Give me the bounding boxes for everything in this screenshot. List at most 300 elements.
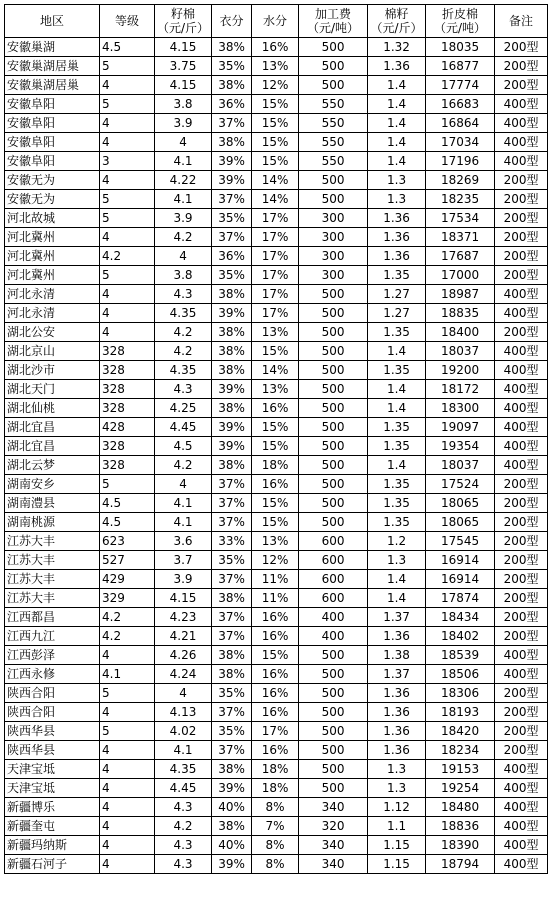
cell-lint-cotton-price: 17524 xyxy=(426,475,495,494)
cell-lint-percentage: 35% xyxy=(212,551,252,570)
cell-processing-fee: 500 xyxy=(299,285,368,304)
table-row xyxy=(5,266,548,285)
cell-remark: 200型 xyxy=(495,494,548,513)
cell-seed-cotton-price: 4.3 xyxy=(155,798,212,817)
cell-moisture: 12% xyxy=(252,76,299,95)
cell-grade: 4.5 xyxy=(100,513,155,532)
cell-region: 江苏大丰 xyxy=(5,532,100,551)
cell-lint-cotton-price: 18539 xyxy=(426,646,495,665)
cell-remark: 200型 xyxy=(495,608,548,627)
cell-lint-percentage: 35% xyxy=(212,266,252,285)
cell-seed-cotton-price: 4.23 xyxy=(155,608,212,627)
cell-processing-fee: 500 xyxy=(299,494,368,513)
cell-cottonseed-price: 1.3 xyxy=(368,171,426,190)
table-row xyxy=(5,437,548,456)
cell-region: 江西九江 xyxy=(5,627,100,646)
cell-grade: 4 xyxy=(100,304,155,323)
cell-processing-fee: 300 xyxy=(299,247,368,266)
cell-lint-percentage: 39% xyxy=(212,855,252,874)
cell-remark: 200型 xyxy=(495,247,548,266)
cell-lint-cotton-price: 16683 xyxy=(426,95,495,114)
cell-moisture: 14% xyxy=(252,361,299,380)
cell-lint-cotton-price: 19153 xyxy=(426,760,495,779)
cell-lint-cotton-price: 18269 xyxy=(426,171,495,190)
cell-grade: 4.2 xyxy=(100,608,155,627)
cell-cottonseed-price: 1.35 xyxy=(368,494,426,513)
table-body xyxy=(5,38,548,874)
cell-processing-fee: 500 xyxy=(299,76,368,95)
cell-region: 江苏大丰 xyxy=(5,551,100,570)
cell-lint-percentage: 38% xyxy=(212,760,252,779)
cell-processing-fee: 500 xyxy=(299,57,368,76)
cell-moisture: 17% xyxy=(252,228,299,247)
cell-remark: 200型 xyxy=(495,532,548,551)
header-lint-percentage: 衣分 xyxy=(212,5,252,38)
cell-remark: 400型 xyxy=(495,380,548,399)
cell-remark: 400型 xyxy=(495,418,548,437)
cell-moisture: 15% xyxy=(252,152,299,171)
cell-moisture: 18% xyxy=(252,779,299,798)
cell-lint-percentage: 35% xyxy=(212,722,252,741)
cell-grade: 4 xyxy=(100,760,155,779)
cell-moisture: 17% xyxy=(252,722,299,741)
table-row xyxy=(5,779,548,798)
cell-lint-percentage: 37% xyxy=(212,228,252,247)
cell-moisture: 16% xyxy=(252,608,299,627)
cell-region: 安徽巢湖 xyxy=(5,38,100,57)
cell-region: 江西永修 xyxy=(5,665,100,684)
cell-remark: 400型 xyxy=(495,95,548,114)
cell-region: 河北冀州 xyxy=(5,228,100,247)
cell-cottonseed-price: 1.4 xyxy=(368,380,426,399)
cell-region: 安徽阜阳 xyxy=(5,152,100,171)
cell-lint-cotton-price: 16914 xyxy=(426,570,495,589)
cell-lint-cotton-price: 19200 xyxy=(426,361,495,380)
table-row xyxy=(5,589,548,608)
cell-processing-fee: 500 xyxy=(299,399,368,418)
cell-seed-cotton-price: 3.8 xyxy=(155,95,212,114)
cell-processing-fee: 500 xyxy=(299,741,368,760)
cell-seed-cotton-price: 4.2 xyxy=(155,323,212,342)
cell-cottonseed-price: 1.36 xyxy=(368,741,426,760)
cell-lint-cotton-price: 18037 xyxy=(426,342,495,361)
cell-moisture: 8% xyxy=(252,836,299,855)
table-row xyxy=(5,684,548,703)
cell-lint-cotton-price: 16864 xyxy=(426,114,495,133)
cell-remark: 200型 xyxy=(495,228,548,247)
cell-lint-percentage: 37% xyxy=(212,475,252,494)
cell-seed-cotton-price: 4.45 xyxy=(155,779,212,798)
cell-lint-percentage: 37% xyxy=(212,114,252,133)
cell-region: 安徽巢湖居巢 xyxy=(5,57,100,76)
cell-remark: 400型 xyxy=(495,114,548,133)
cell-processing-fee: 600 xyxy=(299,551,368,570)
cell-region: 江苏大丰 xyxy=(5,589,100,608)
cell-grade: 328 xyxy=(100,456,155,475)
cell-cottonseed-price: 1.36 xyxy=(368,703,426,722)
cell-seed-cotton-price: 4 xyxy=(155,133,212,152)
cell-grade: 4 xyxy=(100,323,155,342)
cell-cottonseed-price: 1.37 xyxy=(368,665,426,684)
cell-remark: 200型 xyxy=(495,570,548,589)
cell-remark: 200型 xyxy=(495,551,548,570)
cell-region: 天津宝坻 xyxy=(5,760,100,779)
cell-lint-percentage: 38% xyxy=(212,133,252,152)
cell-grade: 4 xyxy=(100,817,155,836)
cell-lint-cotton-price: 18420 xyxy=(426,722,495,741)
cell-processing-fee: 500 xyxy=(299,513,368,532)
cell-region: 河北故城 xyxy=(5,209,100,228)
cell-moisture: 11% xyxy=(252,589,299,608)
cell-region: 新疆石河子 xyxy=(5,855,100,874)
cell-cottonseed-price: 1.36 xyxy=(368,57,426,76)
cell-seed-cotton-price: 3.75 xyxy=(155,57,212,76)
cell-seed-cotton-price: 4 xyxy=(155,684,212,703)
cell-region: 安徽阜阳 xyxy=(5,114,100,133)
cell-processing-fee: 340 xyxy=(299,855,368,874)
cell-seed-cotton-price: 4.2 xyxy=(155,817,212,836)
cell-lint-cotton-price: 18400 xyxy=(426,323,495,342)
cell-processing-fee: 500 xyxy=(299,646,368,665)
cell-seed-cotton-price: 3.8 xyxy=(155,266,212,285)
cell-seed-cotton-price: 4.35 xyxy=(155,304,212,323)
cell-lint-percentage: 40% xyxy=(212,798,252,817)
cell-processing-fee: 500 xyxy=(299,323,368,342)
cell-moisture: 16% xyxy=(252,703,299,722)
cell-cottonseed-price: 1.35 xyxy=(368,266,426,285)
cell-lint-percentage: 38% xyxy=(212,38,252,57)
header-region: 地区 xyxy=(5,5,100,38)
cell-cottonseed-price: 1.3 xyxy=(368,760,426,779)
cell-lint-cotton-price: 18480 xyxy=(426,798,495,817)
cell-seed-cotton-price: 4.26 xyxy=(155,646,212,665)
cell-grade: 329 xyxy=(100,589,155,608)
cell-cottonseed-price: 1.15 xyxy=(368,855,426,874)
cell-seed-cotton-price: 4.3 xyxy=(155,855,212,874)
cell-lint-percentage: 38% xyxy=(212,456,252,475)
cell-remark: 200型 xyxy=(495,323,548,342)
table-row xyxy=(5,760,548,779)
cell-seed-cotton-price: 4.1 xyxy=(155,190,212,209)
cell-cottonseed-price: 1.35 xyxy=(368,475,426,494)
cell-remark: 200型 xyxy=(495,76,548,95)
cell-grade: 527 xyxy=(100,551,155,570)
cell-lint-cotton-price: 18835 xyxy=(426,304,495,323)
cell-lint-cotton-price: 16914 xyxy=(426,551,495,570)
cell-cottonseed-price: 1.4 xyxy=(368,95,426,114)
cell-region: 湖南桃源 xyxy=(5,513,100,532)
cell-grade: 5 xyxy=(100,209,155,228)
cell-lint-percentage: 35% xyxy=(212,684,252,703)
cell-remark: 200型 xyxy=(495,475,548,494)
cell-remark: 400型 xyxy=(495,437,548,456)
cell-region: 河北冀州 xyxy=(5,247,100,266)
cell-processing-fee: 320 xyxy=(299,817,368,836)
cell-grade: 5 xyxy=(100,684,155,703)
cell-seed-cotton-price: 4.25 xyxy=(155,399,212,418)
cell-remark: 200型 xyxy=(495,589,548,608)
cell-lint-percentage: 38% xyxy=(212,589,252,608)
cell-processing-fee: 500 xyxy=(299,38,368,57)
cell-grade: 328 xyxy=(100,437,155,456)
cell-seed-cotton-price: 4.1 xyxy=(155,741,212,760)
table-row xyxy=(5,95,548,114)
cell-lint-percentage: 33% xyxy=(212,532,252,551)
cell-moisture: 16% xyxy=(252,38,299,57)
cell-remark: 400型 xyxy=(495,285,548,304)
table-row xyxy=(5,741,548,760)
cell-remark: 200型 xyxy=(495,513,548,532)
cell-region: 新疆博乐 xyxy=(5,798,100,817)
cell-moisture: 16% xyxy=(252,627,299,646)
cell-lint-cotton-price: 18371 xyxy=(426,228,495,247)
cell-cottonseed-price: 1.4 xyxy=(368,133,426,152)
cell-cottonseed-price: 1.32 xyxy=(368,38,426,57)
cell-lint-cotton-price: 17196 xyxy=(426,152,495,171)
cell-remark: 200型 xyxy=(495,266,548,285)
cell-moisture: 18% xyxy=(252,456,299,475)
table-row xyxy=(5,570,548,589)
cell-processing-fee: 500 xyxy=(299,779,368,798)
cell-lint-cotton-price: 17545 xyxy=(426,532,495,551)
table-row xyxy=(5,627,548,646)
cell-lint-cotton-price: 18506 xyxy=(426,665,495,684)
table-row xyxy=(5,57,548,76)
cell-lint-percentage: 39% xyxy=(212,418,252,437)
cell-region: 陕西华县 xyxy=(5,722,100,741)
cell-processing-fee: 500 xyxy=(299,342,368,361)
cell-grade: 4 xyxy=(100,171,155,190)
cell-region: 湖北公安 xyxy=(5,323,100,342)
cell-moisture: 13% xyxy=(252,323,299,342)
cell-processing-fee: 400 xyxy=(299,627,368,646)
cell-lint-cotton-price: 17874 xyxy=(426,589,495,608)
cell-cottonseed-price: 1.38 xyxy=(368,646,426,665)
cell-lint-cotton-price: 18235 xyxy=(426,190,495,209)
cell-remark: 400型 xyxy=(495,760,548,779)
cell-moisture: 12% xyxy=(252,551,299,570)
table-row xyxy=(5,361,548,380)
cell-grade: 328 xyxy=(100,342,155,361)
table-row xyxy=(5,342,548,361)
cell-cottonseed-price: 1.36 xyxy=(368,684,426,703)
cell-remark: 200型 xyxy=(495,209,548,228)
cell-moisture: 14% xyxy=(252,190,299,209)
table-row xyxy=(5,152,548,171)
cell-lint-cotton-price: 19097 xyxy=(426,418,495,437)
cell-lint-cotton-price: 18037 xyxy=(426,456,495,475)
cell-seed-cotton-price: 4.5 xyxy=(155,437,212,456)
cell-region: 安徽巢湖居巢 xyxy=(5,76,100,95)
cell-moisture: 16% xyxy=(252,665,299,684)
cell-processing-fee: 500 xyxy=(299,380,368,399)
cell-remark: 200型 xyxy=(495,38,548,57)
cell-seed-cotton-price: 4.13 xyxy=(155,703,212,722)
table-row xyxy=(5,247,548,266)
cell-region: 安徽阜阳 xyxy=(5,95,100,114)
cell-region: 安徽无为 xyxy=(5,190,100,209)
cell-lint-percentage: 37% xyxy=(212,703,252,722)
cell-moisture: 15% xyxy=(252,114,299,133)
cell-grade: 5 xyxy=(100,95,155,114)
cell-remark: 200型 xyxy=(495,57,548,76)
cell-seed-cotton-price: 4.2 xyxy=(155,342,212,361)
table-row xyxy=(5,817,548,836)
table-row xyxy=(5,323,548,342)
cell-cottonseed-price: 1.4 xyxy=(368,152,426,171)
cell-seed-cotton-price: 4.15 xyxy=(155,76,212,95)
cell-moisture: 13% xyxy=(252,532,299,551)
cell-moisture: 14% xyxy=(252,171,299,190)
cell-moisture: 15% xyxy=(252,342,299,361)
header-seed-cotton-price: 籽棉 （元/斤） xyxy=(155,5,212,38)
cell-lint-cotton-price: 18234 xyxy=(426,741,495,760)
cell-seed-cotton-price: 3.9 xyxy=(155,209,212,228)
cell-lint-percentage: 39% xyxy=(212,152,252,171)
cell-processing-fee: 600 xyxy=(299,589,368,608)
cell-cottonseed-price: 1.36 xyxy=(368,247,426,266)
cell-lint-cotton-price: 17034 xyxy=(426,133,495,152)
cell-remark: 400型 xyxy=(495,361,548,380)
cell-cottonseed-price: 1.27 xyxy=(368,304,426,323)
cell-remark: 400型 xyxy=(495,646,548,665)
cell-lint-cotton-price: 19354 xyxy=(426,437,495,456)
cell-cottonseed-price: 1.35 xyxy=(368,437,426,456)
cell-seed-cotton-price: 4 xyxy=(155,475,212,494)
cell-lint-percentage: 39% xyxy=(212,304,252,323)
cell-cottonseed-price: 1.4 xyxy=(368,456,426,475)
table-row xyxy=(5,418,548,437)
cell-processing-fee: 550 xyxy=(299,95,368,114)
cell-moisture: 16% xyxy=(252,475,299,494)
cell-region: 湖北宜昌 xyxy=(5,418,100,437)
cell-region: 江苏大丰 xyxy=(5,570,100,589)
cell-processing-fee: 550 xyxy=(299,133,368,152)
cell-seed-cotton-price: 3.7 xyxy=(155,551,212,570)
cell-grade: 4 xyxy=(100,133,155,152)
cell-cottonseed-price: 1.35 xyxy=(368,361,426,380)
cell-lint-cotton-price: 18836 xyxy=(426,817,495,836)
cell-cottonseed-price: 1.35 xyxy=(368,323,426,342)
cell-remark: 400型 xyxy=(495,836,548,855)
cell-lint-percentage: 37% xyxy=(212,513,252,532)
cell-seed-cotton-price: 4.1 xyxy=(155,494,212,513)
cell-cottonseed-price: 1.3 xyxy=(368,779,426,798)
cell-grade: 4 xyxy=(100,836,155,855)
cell-lint-percentage: 38% xyxy=(212,646,252,665)
cell-processing-fee: 500 xyxy=(299,437,368,456)
cell-processing-fee: 340 xyxy=(299,836,368,855)
cell-cottonseed-price: 1.4 xyxy=(368,114,426,133)
table-row xyxy=(5,171,548,190)
cell-remark: 200型 xyxy=(495,627,548,646)
cell-processing-fee: 500 xyxy=(299,703,368,722)
cell-processing-fee: 600 xyxy=(299,532,368,551)
cell-cottonseed-price: 1.35 xyxy=(368,513,426,532)
cell-grade: 4 xyxy=(100,798,155,817)
cell-seed-cotton-price: 4.45 xyxy=(155,418,212,437)
cell-moisture: 8% xyxy=(252,798,299,817)
cell-seed-cotton-price: 4.2 xyxy=(155,456,212,475)
cell-cottonseed-price: 1.4 xyxy=(368,342,426,361)
cell-region: 湖北沙市 xyxy=(5,361,100,380)
cell-remark: 200型 xyxy=(495,722,548,741)
cell-processing-fee: 500 xyxy=(299,171,368,190)
cell-lint-cotton-price: 17774 xyxy=(426,76,495,95)
cell-moisture: 15% xyxy=(252,418,299,437)
cell-moisture: 11% xyxy=(252,570,299,589)
cell-grade: 5 xyxy=(100,266,155,285)
cell-cottonseed-price: 1.36 xyxy=(368,627,426,646)
table-row xyxy=(5,494,548,513)
cell-remark: 200型 xyxy=(495,684,548,703)
cell-remark: 400型 xyxy=(495,855,548,874)
cell-lint-cotton-price: 18035 xyxy=(426,38,495,57)
cell-region: 河北永清 xyxy=(5,285,100,304)
cell-cottonseed-price: 1.4 xyxy=(368,399,426,418)
table-row xyxy=(5,380,548,399)
cell-remark: 400型 xyxy=(495,779,548,798)
cell-processing-fee: 300 xyxy=(299,228,368,247)
cell-lint-percentage: 37% xyxy=(212,494,252,513)
cell-processing-fee: 500 xyxy=(299,418,368,437)
cell-lint-percentage: 38% xyxy=(212,76,252,95)
cell-cottonseed-price: 1.2 xyxy=(368,532,426,551)
cell-region: 湖北宜昌 xyxy=(5,437,100,456)
cell-cottonseed-price: 1.4 xyxy=(368,76,426,95)
cell-cottonseed-price: 1.12 xyxy=(368,798,426,817)
cell-lint-cotton-price: 18065 xyxy=(426,494,495,513)
table-row xyxy=(5,76,548,95)
cell-lint-percentage: 38% xyxy=(212,323,252,342)
cell-moisture: 16% xyxy=(252,399,299,418)
table-row xyxy=(5,532,548,551)
cell-lint-cotton-price: 18065 xyxy=(426,513,495,532)
cell-grade: 5 xyxy=(100,57,155,76)
cell-seed-cotton-price: 4.15 xyxy=(155,589,212,608)
cell-processing-fee: 500 xyxy=(299,684,368,703)
cell-lint-cotton-price: 18193 xyxy=(426,703,495,722)
cell-processing-fee: 600 xyxy=(299,570,368,589)
header-row xyxy=(5,5,548,38)
cell-moisture: 13% xyxy=(252,380,299,399)
cell-moisture: 17% xyxy=(252,209,299,228)
cell-grade: 4.5 xyxy=(100,494,155,513)
cell-grade: 4 xyxy=(100,646,155,665)
cell-grade: 4 xyxy=(100,741,155,760)
cell-cottonseed-price: 1.37 xyxy=(368,608,426,627)
cell-cottonseed-price: 1.36 xyxy=(368,228,426,247)
table-row xyxy=(5,475,548,494)
cell-remark: 400型 xyxy=(495,456,548,475)
cell-cottonseed-price: 1.4 xyxy=(368,570,426,589)
cell-lint-cotton-price: 18402 xyxy=(426,627,495,646)
cell-moisture: 15% xyxy=(252,646,299,665)
cell-lint-cotton-price: 18794 xyxy=(426,855,495,874)
cell-remark: 200型 xyxy=(495,190,548,209)
cell-lint-percentage: 35% xyxy=(212,57,252,76)
cell-seed-cotton-price: 4.3 xyxy=(155,380,212,399)
cell-lint-percentage: 38% xyxy=(212,817,252,836)
cell-lint-percentage: 39% xyxy=(212,437,252,456)
cell-seed-cotton-price: 4.21 xyxy=(155,627,212,646)
cell-grade: 4.1 xyxy=(100,665,155,684)
cell-lint-percentage: 39% xyxy=(212,171,252,190)
cell-moisture: 17% xyxy=(252,285,299,304)
cell-grade: 4 xyxy=(100,855,155,874)
cell-lint-cotton-price: 18172 xyxy=(426,380,495,399)
cell-moisture: 15% xyxy=(252,437,299,456)
